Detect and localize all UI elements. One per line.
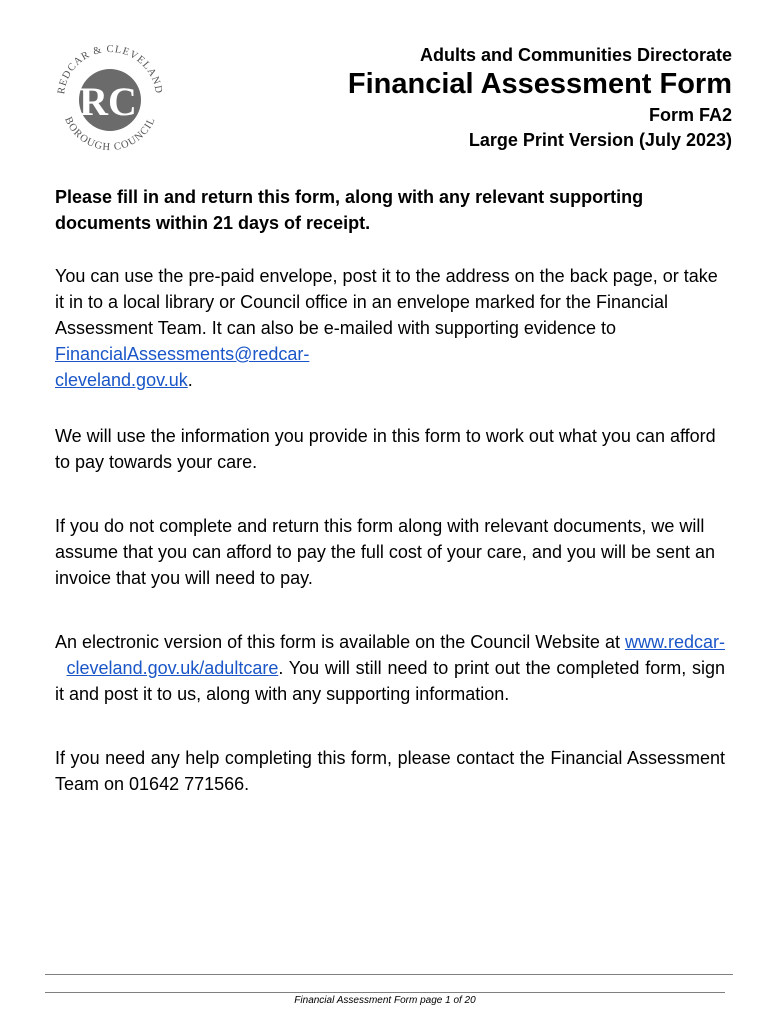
electronic-version-paragraph: An electronic version of this form is available on the Council Website at www.redcar- cleveland.gov.uk/adultcare. You will still need to print out the completed form, sign it and post it to us, along with any supporting information. <box>55 632 725 704</box>
email-link[interactable]: FinancialAssessments@redcar- cleveland.gov.uk <box>55 344 310 390</box>
footer-rule-top <box>45 974 733 975</box>
submission-text: You can use the pre-paid envelope, post it to the address on the back page, or take it in to a local library or Council office in an envelope marked for the Financial Assessment Team. It can also be e-mailed with supporting evidence to <box>55 266 718 338</box>
footer-rule-bottom <box>45 992 725 993</box>
page-footer: Financial Assessment Form page 1 of 20 <box>294 995 476 1006</box>
warning-paragraph: If you do not complete and return this form along with relevant documents, we will assume that you can afford to pay the full cost of your care, and you will be sent an invoice that you will need to pay. <box>55 516 716 588</box>
form-code: Form FA2 <box>648 105 732 125</box>
help-paragraph: If you need any help completing this form, please contact the Financial Assessment Team on 01642 771566. <box>55 748 725 794</box>
website-link-part2[interactable]: cleveland.gov.uk/adultcare <box>66 658 279 678</box>
purpose-paragraph: We will use the information you provide in this form to work out what you can afford to pay towards your care. <box>55 426 716 472</box>
version-label: Large Print Version (July 2023) <box>468 130 732 150</box>
website-link-part1[interactable]: www.redcar- <box>624 632 725 652</box>
logo-arc-bottom: BOROUGH COUNCIL <box>62 115 158 154</box>
directorate-label: Adults and Communities Directorate <box>419 45 732 65</box>
council-logo <box>48 36 172 160</box>
logo-arc-top: REDCAR & CLEVELAND <box>56 43 164 95</box>
document-body <box>55 184 725 797</box>
document-header <box>348 44 732 151</box>
logo-emblem: RC <box>79 79 137 124</box>
intro-instruction: Please fill in and return this form, along with any relevant supporting documents within 21 days of receipt. <box>55 187 644 233</box>
form-title: Financial Assessment Form <box>347 68 732 100</box>
submission-paragraph: You can use the pre-paid envelope, post it to the address on the back page, or take it in to a local library or Council office in an envelope marked for the Financial Assessment Team. It can also be e-mailed with supporting evidence to FinancialAssessments@redcar- cleveland.gov.uk. <box>55 266 718 390</box>
